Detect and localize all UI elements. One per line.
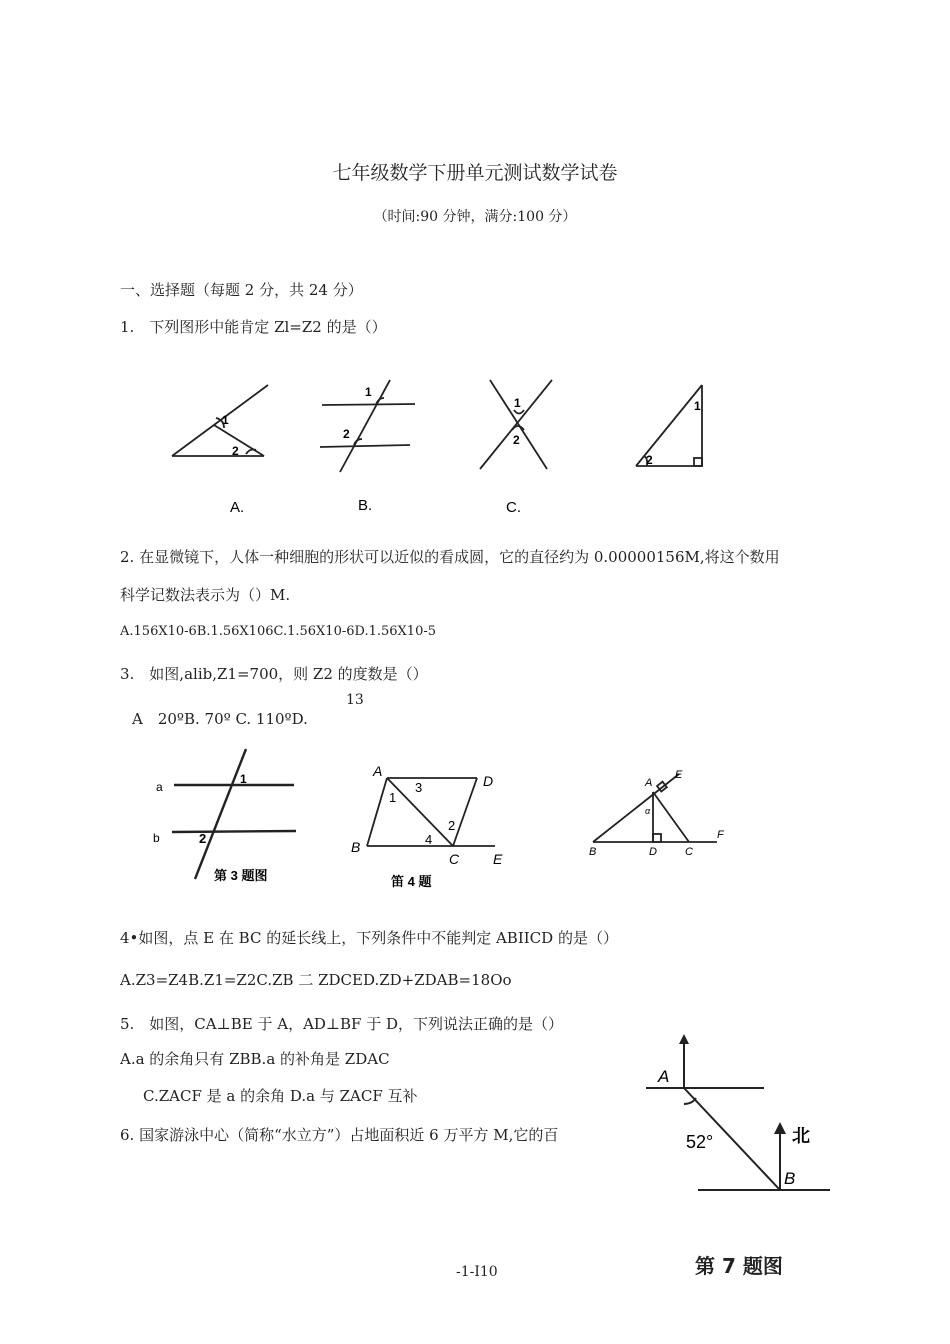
question-3-options: A 20ºB. 70º C. 110ºD. bbox=[132, 710, 308, 728]
question-3: 3. 如图,alib,Z1=700，则 Z2 的度数是（） bbox=[120, 665, 428, 683]
question-4: 4•如图，点 E 在 BC 的延长线上，下列条件中不能判定 ABIICD 的是（） bbox=[120, 929, 618, 947]
question-2-line1: 2. 在显微镜下，人体一种细胞的形状可以近似的看成圆，它的直径约为 0.00000156M,将这个数用 bbox=[120, 548, 780, 566]
fig7-B: B bbox=[784, 1169, 796, 1188]
q1-figures bbox=[160, 372, 720, 522]
question-6: 6. 国家游泳中心（简称“水立方”）占地面积近 6 万平方 M,它的百 bbox=[120, 1126, 559, 1144]
fig4-A: A bbox=[373, 763, 383, 779]
page-title: 七年级数学下册单元测试数学试卷 bbox=[332, 162, 618, 184]
fig4-n3: 3 bbox=[415, 780, 423, 795]
page-number: -1-I10 bbox=[456, 1264, 498, 1280]
north-arrow-b bbox=[774, 1122, 786, 1134]
figure-7 bbox=[640, 1030, 840, 1200]
figure-3 bbox=[150, 745, 310, 890]
figure-4 bbox=[345, 758, 515, 888]
q1c-angle2: 2 bbox=[513, 433, 520, 447]
fig7-north: 北 bbox=[792, 1126, 810, 1146]
question-1: 1. 下列图形中能肯定 Zl=Z2 的是（） bbox=[120, 318, 387, 336]
fig4-n1: 1 bbox=[389, 790, 397, 805]
fig5-C: C bbox=[685, 846, 693, 858]
fig3-label-b: b bbox=[153, 831, 160, 845]
fig5-A: A bbox=[645, 777, 653, 789]
fig7-A: A bbox=[658, 1067, 670, 1086]
fig4-C: C bbox=[449, 851, 460, 867]
fig5-D: D bbox=[649, 846, 657, 858]
q1-option-b: B. bbox=[358, 497, 373, 514]
question-2-line2: 科学记数法表示为（）M. bbox=[120, 586, 291, 604]
q1-option-c: C. bbox=[506, 499, 521, 516]
fig4-B: B bbox=[351, 839, 361, 855]
q1d-angle2: 2 bbox=[646, 453, 653, 467]
fig4-D: D bbox=[483, 773, 494, 789]
fig7-angle: 52° bbox=[686, 1132, 714, 1152]
q1a-angle1: 1 bbox=[222, 413, 229, 427]
fig3-angle1: 1 bbox=[240, 772, 247, 786]
fig5-B: B bbox=[589, 846, 597, 858]
fig4-n2: 2 bbox=[448, 818, 456, 833]
q1-figure-c bbox=[480, 380, 552, 469]
fig5-E: E bbox=[675, 769, 683, 781]
fig4-n4: 4 bbox=[425, 832, 433, 847]
fig3-angle2: 2 bbox=[199, 831, 207, 846]
q1b-angle2: 2 bbox=[343, 427, 350, 441]
q1c-angle1: 1 bbox=[514, 396, 521, 410]
figure-5 bbox=[585, 764, 745, 864]
question-5: 5. 如图，CA⊥BE 于 A，AD⊥BF 于 D，下列说法正确的是（） bbox=[120, 1015, 564, 1033]
figure-7-caption: 第 7 题图 bbox=[695, 1254, 783, 1278]
page-subtitle: （时间:90 分钟，满分:100 分） bbox=[373, 209, 577, 225]
fig5-F: F bbox=[717, 829, 724, 841]
north-arrow-a bbox=[679, 1034, 689, 1044]
q1d-angle1: 1 bbox=[694, 399, 701, 413]
fig3-caption: 第 3 题图 bbox=[214, 868, 268, 883]
question-5-options-ab: A.a 的余角只有 ZBB.a 的补角是 ZDAC bbox=[120, 1050, 390, 1068]
q1-figure-a bbox=[172, 385, 268, 456]
fig3-label-a: a bbox=[156, 780, 163, 794]
question-5-options-cd: C.ZACF 是 a 的余角 D.a 与 ZACF 互补 bbox=[143, 1087, 418, 1105]
question-2-options: A.156X10-6B.1.56X106C.1.56X10-6D.1.56X10-5 bbox=[120, 624, 437, 639]
q1a-angle2: 2 bbox=[232, 444, 239, 458]
question-4-options: A.Z3=Z4B.Z1=Z2C.ZB 二 ZDCED.ZD+ZDAB=18Oo bbox=[120, 971, 512, 989]
section-heading: 一、选择题（每题 2 分，共 24 分） bbox=[120, 281, 363, 299]
q1-option-a: A. bbox=[230, 499, 245, 516]
fig5-alpha: α bbox=[645, 806, 651, 816]
stray-number: 13 bbox=[346, 692, 364, 708]
q1b-angle1: 1 bbox=[365, 385, 372, 399]
fig4-caption: 笛 4 题 bbox=[391, 874, 432, 888]
fig4-E: E bbox=[493, 851, 503, 867]
